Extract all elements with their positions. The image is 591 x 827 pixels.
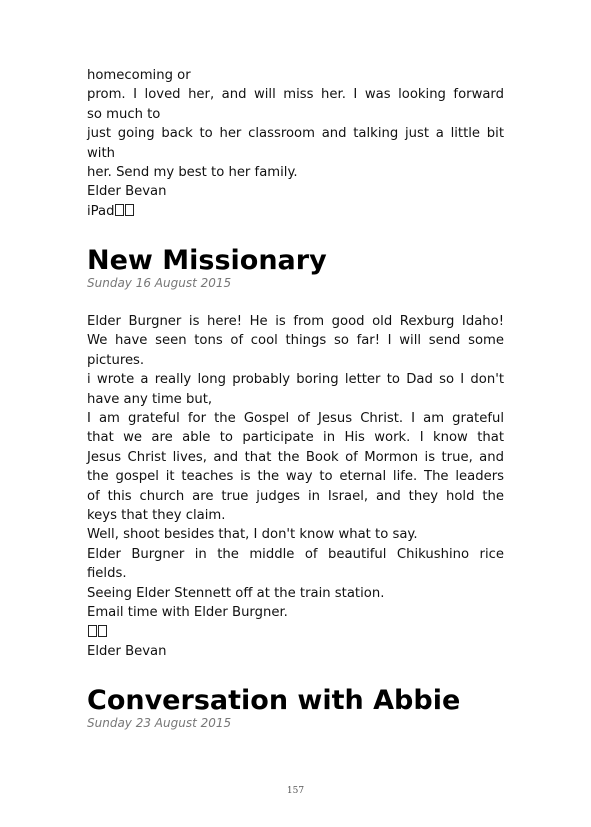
text-line: her. Send my best to her family. — [87, 165, 298, 181]
missing-glyph-icon — [115, 204, 124, 216]
text-line: keys that they claim. — [87, 508, 226, 524]
text-line: Well, shoot besides that, I don't know what to say. — [87, 527, 418, 543]
signature-line: Elder Bevan — [87, 643, 167, 659]
signature-line: Elder Bevan — [87, 184, 167, 200]
post-date: Sunday 16 August 2015 — [87, 276, 232, 290]
text-line: fields. — [87, 566, 127, 582]
text-line: pictures. — [87, 352, 145, 368]
text-line: of this church are true judges in Israel, and they hold the — [87, 488, 504, 504]
text-line: the gospel it teaches is the way to eternal life. The leaders — [87, 469, 504, 485]
emoji-line — [87, 623, 504, 642]
device-text: iPad — [87, 203, 115, 219]
post-body — [87, 312, 504, 661]
text-line: I am grateful for the Gospel of Jesus Christ. I am grateful — [87, 411, 504, 427]
post-title: Conversation with Abbie — [87, 685, 461, 716]
device-line — [87, 202, 504, 221]
text-line: that we are able to participate in His work. I know that — [87, 430, 504, 446]
text-line: Elder Burgner is here! He is from good old Rexburg Idaho! — [87, 314, 504, 329]
text-line: Email time with Elder Burgner. — [87, 605, 288, 621]
text-line: Jesus Christ lives, and that the Book of Mormon is true, and — [87, 449, 504, 465]
page-number: 157 — [286, 786, 305, 796]
text-line: i wrote a really long probably boring letter to Dad so I don't — [87, 372, 504, 388]
text-line: just going back to her classroom and talking just a little bit — [87, 126, 504, 142]
text-line: homecoming or — [87, 68, 191, 83]
letter-continuation — [87, 66, 504, 221]
post-title: New Missionary — [87, 245, 327, 276]
text-line: We have seen tons of cool things so far! I will send some — [87, 333, 504, 349]
text-line: Elder Burgner in the middle of beautiful Chikushino rice — [87, 546, 504, 562]
post-date: Sunday 23 August 2015 — [87, 716, 232, 730]
missing-glyph-icon — [125, 204, 134, 216]
text-line: so much to — [87, 106, 161, 122]
missing-glyph-icon — [98, 625, 107, 637]
text-line: prom. I loved her, and will miss her. I was looking forward — [87, 87, 504, 103]
text-line: have any time but, — [87, 391, 213, 407]
missing-glyph-icon — [88, 625, 97, 637]
text-line: Seeing Elder Stennett off at the train station. — [87, 585, 385, 601]
text-line: with — [87, 145, 115, 161]
